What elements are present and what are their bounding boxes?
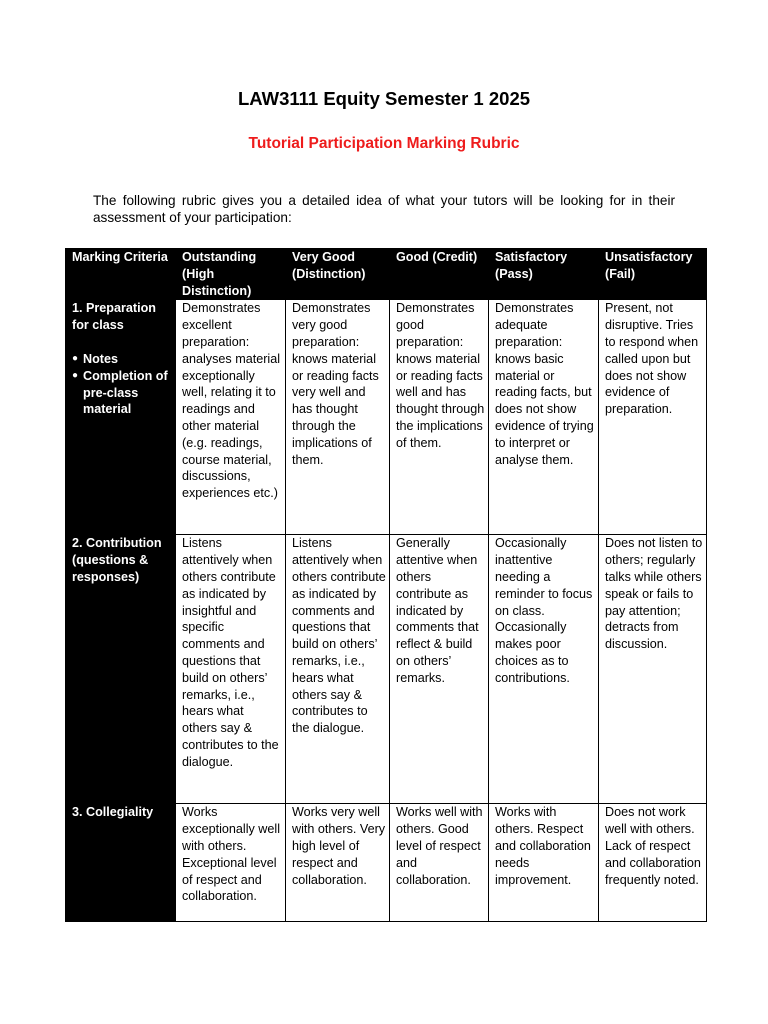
criterion-label: 2. Contribution (questions & responses) <box>72 536 162 584</box>
rubric-cell-very-good: Works very well with others. Very high level of respect and collaboration. <box>286 804 390 922</box>
header-very-good: Very Good (Distinction) <box>286 249 390 300</box>
rubric-table <box>65 248 707 922</box>
rubric-row-contribution <box>66 535 707 804</box>
document-title: LAW3111 Equity Semester 1 2025 <box>237 88 531 109</box>
document-subtitle: Tutorial Participation Marking Rubric <box>248 135 520 152</box>
header-marking-criteria: Marking Criteria <box>66 249 176 300</box>
criterion-sub-item-label: Notes <box>83 351 118 366</box>
header-satisfactory: Satisfactory (Pass) <box>489 249 599 300</box>
rubric-cell-good: Works well with others. Good level of respect and collaboration. <box>390 804 489 922</box>
criterion-cell <box>66 804 176 922</box>
criterion-sub-item <box>72 351 172 368</box>
intro-paragraph: The following rubric gives you a detailed idea of what your tutors will be looking for in their assessment of your participation: <box>93 193 675 225</box>
rubric-cell-good: Generally attentive when others contribute as indicated by comments that reflect & build on others’ remarks. <box>390 535 489 804</box>
criterion-cell <box>66 300 176 535</box>
bullet-icon: ● <box>72 369 79 381</box>
rubric-cell-satisfactory: Occasionally inattentive needing a reminder to focus on class. Occasionally makes poor choices as to contributions. <box>489 535 599 804</box>
rubric-cell-satisfactory: Works with others. Respect and collaboration needs improvement. <box>489 804 599 922</box>
criterion-sub-item <box>72 368 172 418</box>
criterion-label: 3. Collegiality <box>72 805 154 820</box>
rubric-cell-outstanding: Works exceptionally well with others. Exceptional level of respect and collaboration. <box>176 804 286 922</box>
rubric-cell-unsatisfactory: Present, not disruptive. Tries to respond when called upon but does not show evidence of preparation. <box>599 300 707 535</box>
criterion-sub-list <box>72 351 172 418</box>
criterion-cell <box>66 535 176 804</box>
header-good: Good (Credit) <box>390 249 489 300</box>
rubric-row-collegiality <box>66 804 707 922</box>
header-outstanding: Outstanding (High Distinction) <box>176 249 286 300</box>
rubric-cell-unsatisfactory: Does not work well with others. Lack of respect and collaboration frequently noted. <box>599 804 707 922</box>
rubric-cell-very-good: Demonstrates very good preparation: knows material or reading facts very well and has thought through the implications of them. <box>286 300 390 535</box>
rubric-header-row <box>66 249 707 300</box>
rubric-cell-outstanding: Demonstrates excellent preparation: analyses material exceptionally well, relating it to readings and other material (e.g. readings, course material, discussions, experiences etc.) <box>176 300 286 535</box>
rubric-cell-good: Demonstrates good preparation: knows material or reading facts well and has thought through the implications of them. <box>390 300 489 535</box>
rubric-cell-very-good: Listens attentively when others contribute as indicated by comments and questions that build on others’ remarks, i.e., hears what others say & contributes to the dialogue. <box>286 535 390 804</box>
bullet-icon: ● <box>72 352 79 364</box>
header-unsatisfactory: Unsatisfactory (Fail) <box>599 249 707 300</box>
rubric-cell-outstanding: Listens attentively when others contribute as indicated by insightful and specific comments and questions that build on others’ remarks, i.e., hears what others say & contributes to the dialogue. <box>176 535 286 804</box>
rubric-cell-satisfactory: Demonstrates adequate preparation: knows basic material or reading facts, but does not show evidence of trying to interpret or analyse them. <box>489 300 599 535</box>
criterion-label: 1. Preparation for class <box>72 301 156 333</box>
criterion-sub-item-label: Completion of pre-class material <box>83 368 168 417</box>
rubric-row-preparation <box>66 300 707 535</box>
rubric-cell-unsatisfactory: Does not listen to others; regularly talks while others speak or fails to pay attention; detracts from discussion. <box>599 535 707 804</box>
